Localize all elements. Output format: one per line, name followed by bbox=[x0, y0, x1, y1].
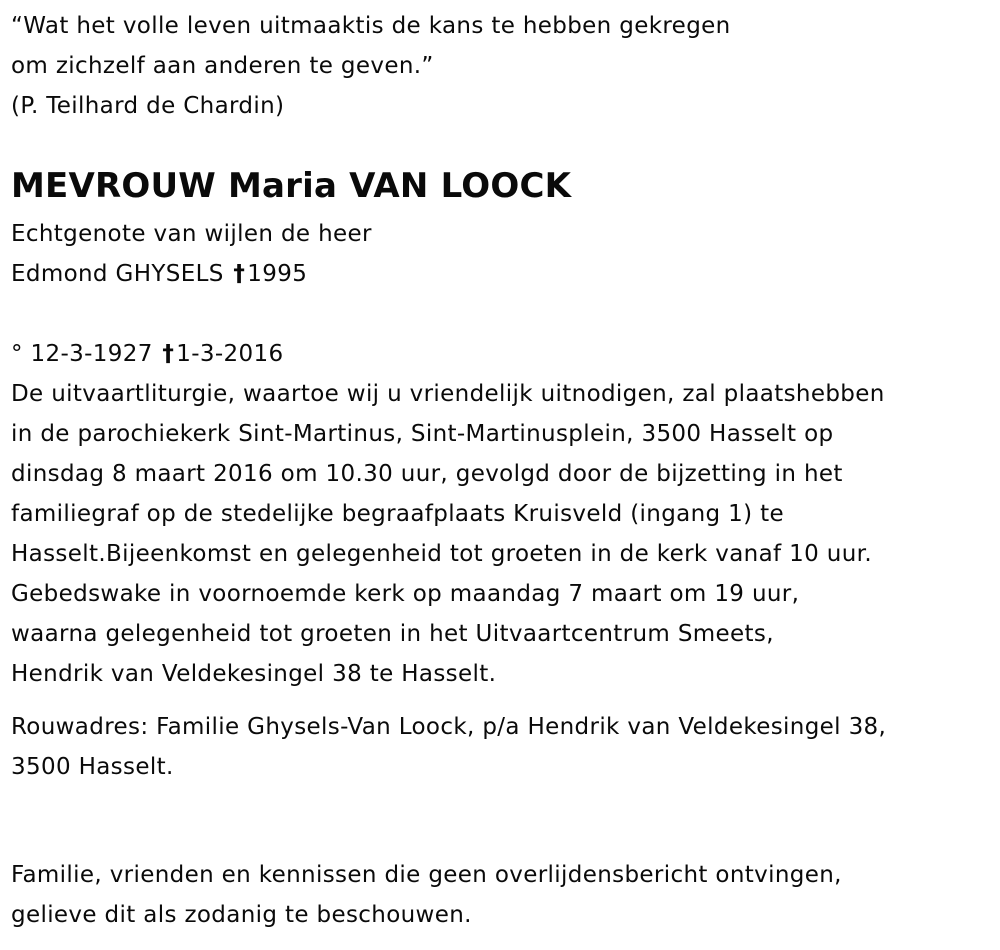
quote-line: “Wat het volle leven uitmaaktis de kans te hebben gekregen bbox=[11, 13, 731, 39]
quote-attribution: (P. Teilhard de Chardin) bbox=[11, 93, 285, 119]
spouse-name-line bbox=[11, 254, 372, 294]
notice-line: Familie, vrienden en kennissen die geen overlijdensbericht ontvingen, bbox=[11, 862, 842, 888]
life-dates-line bbox=[11, 334, 283, 374]
cross-icon: † bbox=[233, 261, 246, 287]
ceremony-line: familiegraf op de stedelijke begraafplaats Kruisveld (ingang 1) te bbox=[11, 501, 784, 527]
ceremony-line: Gebedswake in voornoemde kerk op maandag 7 maart om 19 uur, bbox=[11, 581, 800, 607]
opening-quote bbox=[11, 6, 731, 126]
notice-line: gelieve dit als zodanig te beschouwen. bbox=[11, 902, 472, 928]
address-line: 3500 Hasselt. bbox=[11, 754, 174, 780]
ceremony-line: Hasselt.Bijeenkomst en gelegenheid tot groeten in de kerk vanaf 10 uur. bbox=[11, 541, 872, 567]
ceremony-line: Hendrik van Veldekesingel 38 te Hasselt. bbox=[11, 661, 497, 687]
mourning-address bbox=[11, 707, 886, 787]
cross-icon: † bbox=[162, 341, 175, 367]
address-line: Rouwadres: Familie Ghysels-Van Loock, p/a Hendrik van Veldekesingel 38, bbox=[11, 714, 887, 740]
birth-icon: ° bbox=[11, 341, 23, 367]
closing-notice bbox=[11, 855, 842, 935]
ceremony-line: in de parochiekerk Sint-Martinus, Sint-Martinusplein, 3500 Hasselt op bbox=[11, 421, 834, 447]
spouse-relation: Echtgenote van wijlen de heer bbox=[11, 221, 372, 247]
birth-date: 12-3-1927 bbox=[30, 341, 153, 367]
spouse-info bbox=[11, 214, 372, 294]
ceremony-line: De uitvaartliturgie, waartoe wij u vriendelijk uitnodigen, zal plaatshebben bbox=[11, 381, 885, 407]
spouse-name: Edmond GHYSELS bbox=[11, 261, 224, 287]
ceremony-line: dinsdag 8 maart 2016 om 10.30 uur, gevolgd door de bijzetting in het bbox=[11, 461, 843, 487]
spouse-death-year: 1995 bbox=[247, 261, 308, 287]
deceased-name: MEVROUW Maria VAN LOOCK bbox=[11, 166, 572, 206]
quote-line: om zichzelf aan anderen te geven.” bbox=[11, 53, 434, 79]
ceremony-details bbox=[11, 374, 885, 694]
death-date: 1-3-2016 bbox=[176, 341, 284, 367]
ceremony-line: waarna gelegenheid tot groeten in het Uitvaartcentrum Smeets, bbox=[11, 621, 774, 647]
life-dates bbox=[11, 334, 283, 374]
